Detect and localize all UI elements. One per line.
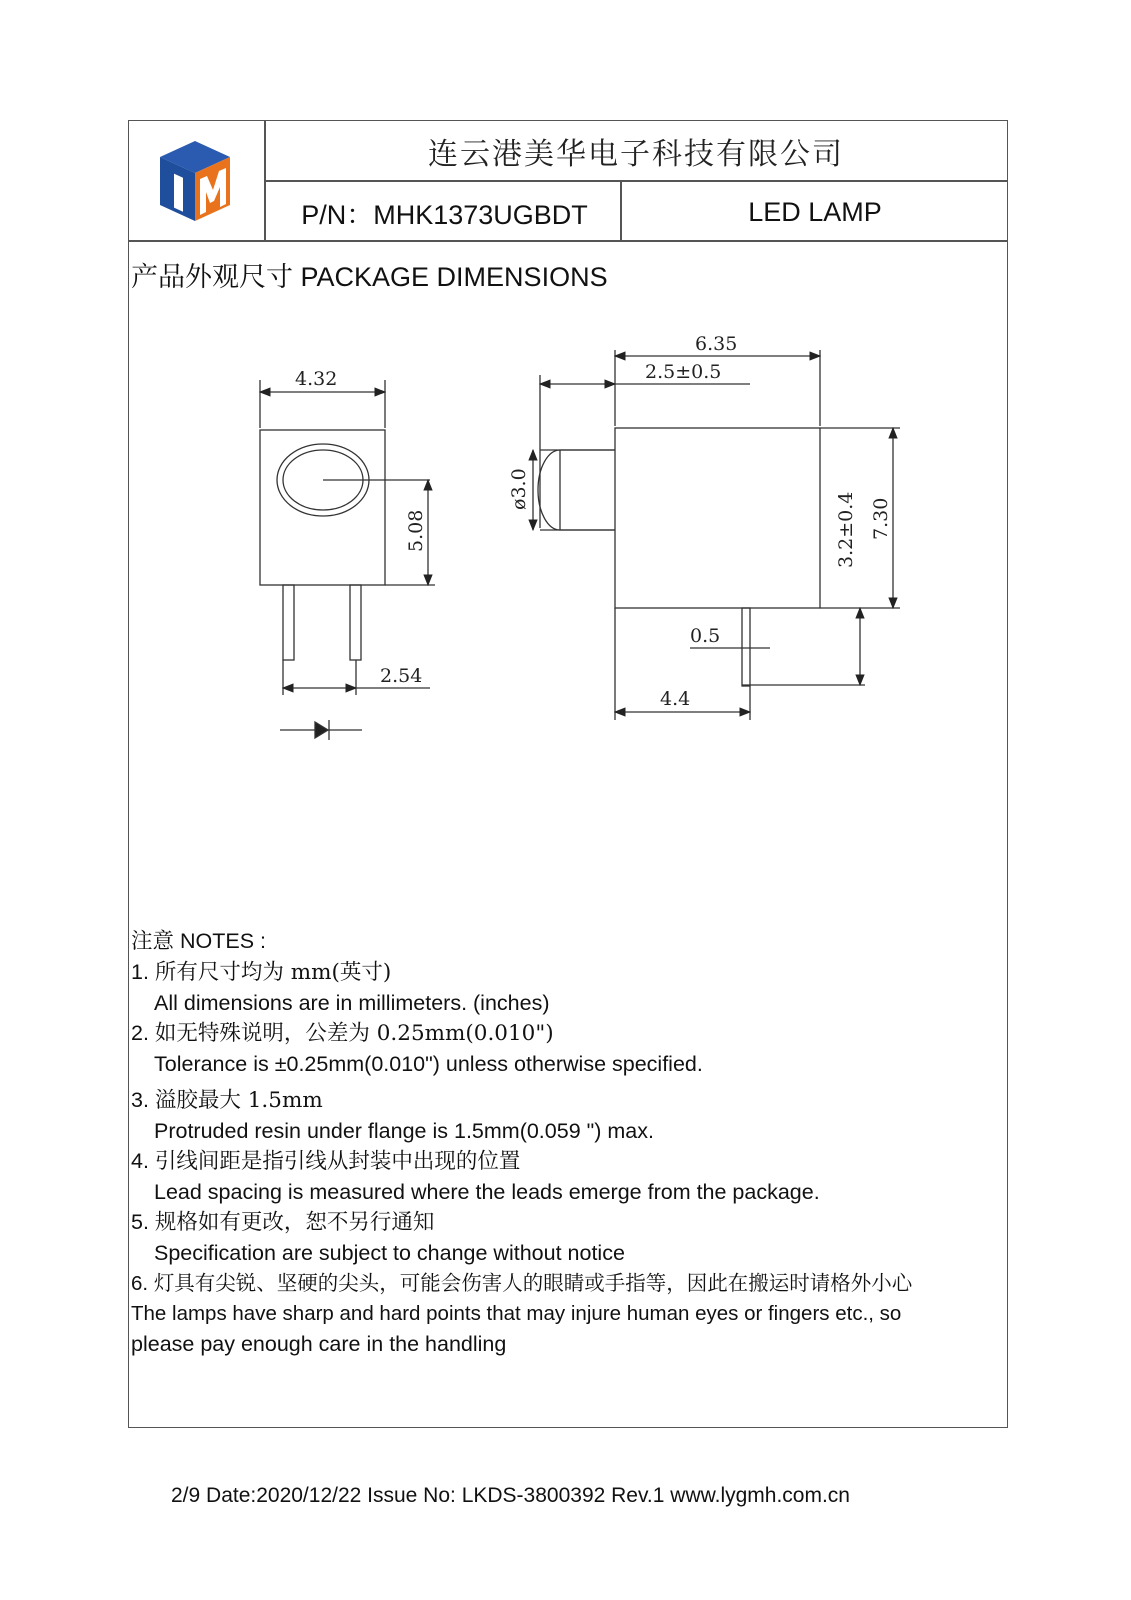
dim-lead-spacing: 2.54: [380, 665, 423, 687]
company-name: 连云港美华电子科技有限公司: [428, 137, 844, 172]
section-title-en: PACKAGE DIMENSIONS: [300, 262, 608, 292]
product-type: LED LAMP: [748, 196, 882, 227]
side-body: [615, 428, 820, 608]
note-5-en: Specification are subject to change without notice: [154, 1241, 625, 1265]
note-6-en: The lamps have sharp and hard points that may injure human eyes or fingers etc., so: [131, 1302, 902, 1325]
dim-body-height: 7.30: [870, 497, 892, 540]
note-1-en: All dimensions are in millimeters. (inches): [154, 991, 550, 1015]
dim-lens-diameter: ø3.0: [508, 468, 530, 510]
side-lens: [538, 450, 615, 530]
dim-lens-center: 3.2±0.4: [835, 491, 857, 568]
section-title: [131, 255, 608, 294]
note-2-zh: 2. 如无特殊说明，公差为 0.25mm(0.010"): [131, 1021, 554, 1046]
front-lead-right: [350, 585, 361, 660]
dim-front-height: 5.08: [405, 509, 427, 552]
note-4-zh: 4. 引线间距是指引线从封装中出现的位置: [131, 1149, 521, 1174]
dim-lead-offset: 4.4: [660, 688, 691, 710]
company-logo: [150, 135, 240, 225]
side-lead: [742, 608, 750, 686]
note-3-en: Protruded resin under flange is 1.5mm(0.059 ") max.: [154, 1119, 654, 1143]
note-1-zh: 1. 所有尺寸均为 mm(英寸): [131, 960, 392, 985]
notes-section: [131, 926, 1011, 1359]
note-4-en: Lead spacing is measured where the leads emerge from the package.: [154, 1180, 820, 1204]
note-3-zh: 3. 溢胶最大 1.5mm: [131, 1088, 323, 1113]
page-footer: 2/9 Date:2020/12/22 Issue No: LKDS-3800392 Rev.1 www.lygmh.com.cn: [171, 1484, 850, 1507]
note-2-en: Tolerance is ±0.25mm(0.010") unless otherwise specified.: [154, 1052, 703, 1076]
dim-front-width: 4.32: [295, 368, 338, 390]
front-body: [260, 430, 385, 585]
note-5-zh: 5. 规格如有更改，恕不另行通知: [131, 1210, 435, 1235]
package-drawing: [130, 320, 930, 760]
note-6-zh: 6. 灯具有尖锐、坚硬的尖头，可能会伤害人的眼睛或手指等，因此在搬运时请格外小心: [131, 1271, 913, 1295]
part-number: P/N：MHK1373UGBDT: [301, 199, 588, 230]
front-lead-left: [283, 585, 294, 660]
section-title-zh: 产品外观尺寸: [131, 262, 293, 293]
dim-overall-length: 6.35: [695, 333, 738, 355]
note-6-en-cont: please pay enough care in the handling: [131, 1332, 507, 1356]
notes-heading: 注意 NOTES :: [131, 929, 267, 954]
dim-lead-width: 0.5: [690, 625, 721, 647]
dim-lens-protrusion: 2.5±0.5: [645, 361, 722, 383]
